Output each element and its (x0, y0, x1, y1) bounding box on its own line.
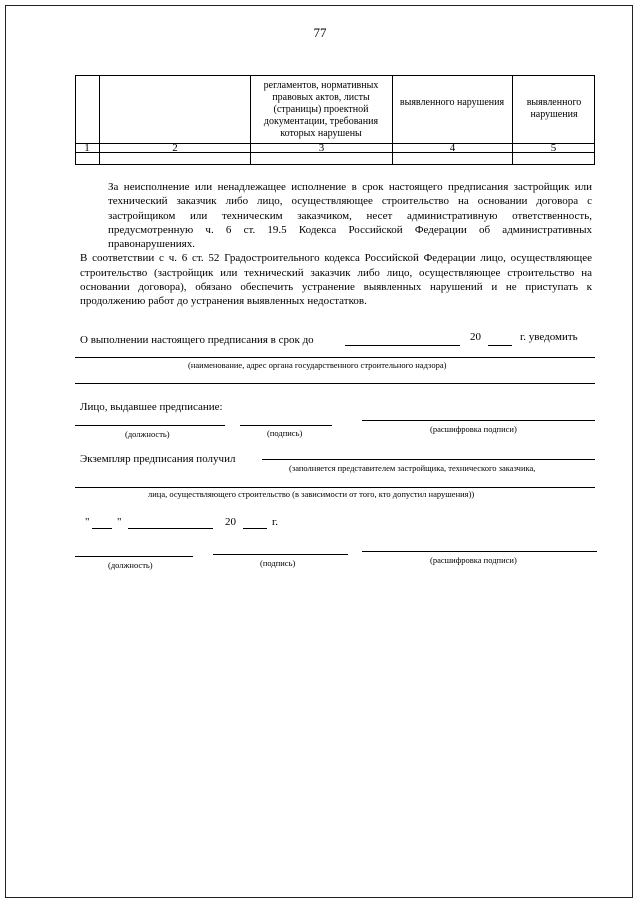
recipient-caption-1: (заполняется представителем застройщика, технического заказчика, (289, 463, 536, 473)
issuer-caption-signature: (подпись) (267, 428, 303, 438)
page-number: 77 (313, 25, 327, 40)
table-top-border (75, 75, 595, 76)
footer-caption-decode: (расшифровка подписи) (430, 555, 517, 565)
recipient-position-field[interactable] (75, 556, 193, 557)
recipient-signature-field[interactable] (213, 554, 348, 555)
table-num-1: 1 (84, 142, 90, 154)
table-col-border (594, 75, 595, 165)
issuer-decode-field[interactable] (362, 420, 595, 421)
date-close-quote: " (117, 516, 122, 528)
issuer-label: Лицо, выдавшее предписание: (80, 401, 223, 413)
deadline-year-field[interactable] (488, 345, 512, 346)
date-open-quote: " (85, 516, 90, 528)
date-month-field[interactable] (128, 528, 213, 529)
date-year-suffix: г. (272, 516, 279, 528)
deadline-date-field[interactable] (345, 345, 460, 346)
issuer-caption-decode: (расшифровка подписи) (430, 424, 517, 434)
table-header-col5: выявленного нарушения (526, 97, 582, 120)
footer-caption-signature: (подпись) (260, 558, 296, 568)
recipient-label: Экземпляр предписания получил (80, 453, 236, 465)
notice-suffix: г. уведомить (520, 331, 578, 343)
table-num-4: 4 (449, 142, 456, 154)
recipient-caption-2: лица, осуществляющего строительство (в зависимости от того, кто допустил нарушения)) (148, 489, 475, 499)
paragraph-1: За неисполнение или ненадлежащее исполнение в срок настоящего предписания застройщик или технический заказчик либо лицо, осуществляющее строительство на основании договора с застройщиком или техническим заказчиком, несет административную ответственность, предусмотренную ч. 6 ст. 19.5 Кодекса Российской Федерации об административных правонарушениях. (108, 181, 592, 251)
date-year-field[interactable] (243, 528, 267, 529)
issuer-caption-position: (должность) (125, 429, 170, 439)
footer-caption-position: (должность) (108, 560, 153, 570)
violations-table (75, 75, 595, 165)
authority-address-field[interactable] (75, 383, 595, 384)
authority-name-field[interactable] (75, 357, 595, 358)
table-num-5: 5 (550, 142, 557, 154)
recipient-decode-field[interactable] (362, 551, 597, 552)
issuer-position-field[interactable] (75, 425, 225, 426)
notice-prefix: О выполнении настоящего предписания в срок до (80, 334, 314, 346)
authority-caption: (наименование, адрес органа государственного строительного надзора) (188, 360, 447, 370)
table-num-3: 3 (318, 142, 325, 154)
table-num-2: 2 (172, 142, 178, 154)
table-bottom-border (75, 164, 595, 165)
recipient-name-field-2[interactable] (75, 487, 595, 488)
paragraph-2: В соответствии с ч. 6 ст. 52 Градостроительного кодекса Российской Федерации лицо, осуществляющее строительство (застройщик или технический заказчик либо лицо, осуществляющее строительство на основании договора), обязано обеспечить устранение выявленных нарушений и не приступать к продолжению работ до устранения выявленных недостатков. (80, 252, 592, 308)
liability-paragraph (80, 180, 592, 309)
table-header-col4: выявленного нарушения (399, 97, 505, 108)
table-header-col3: регламентов, нормативных правовых актов, листы (страницы) проектной документации, требования которых нарушены (263, 80, 379, 139)
date-year-prefix: 20 (225, 516, 236, 528)
recipient-name-field[interactable] (262, 459, 595, 460)
date-day-field[interactable] (92, 528, 112, 529)
notice-year-prefix: 20 (470, 331, 481, 343)
issuer-signature-field[interactable] (240, 425, 332, 426)
